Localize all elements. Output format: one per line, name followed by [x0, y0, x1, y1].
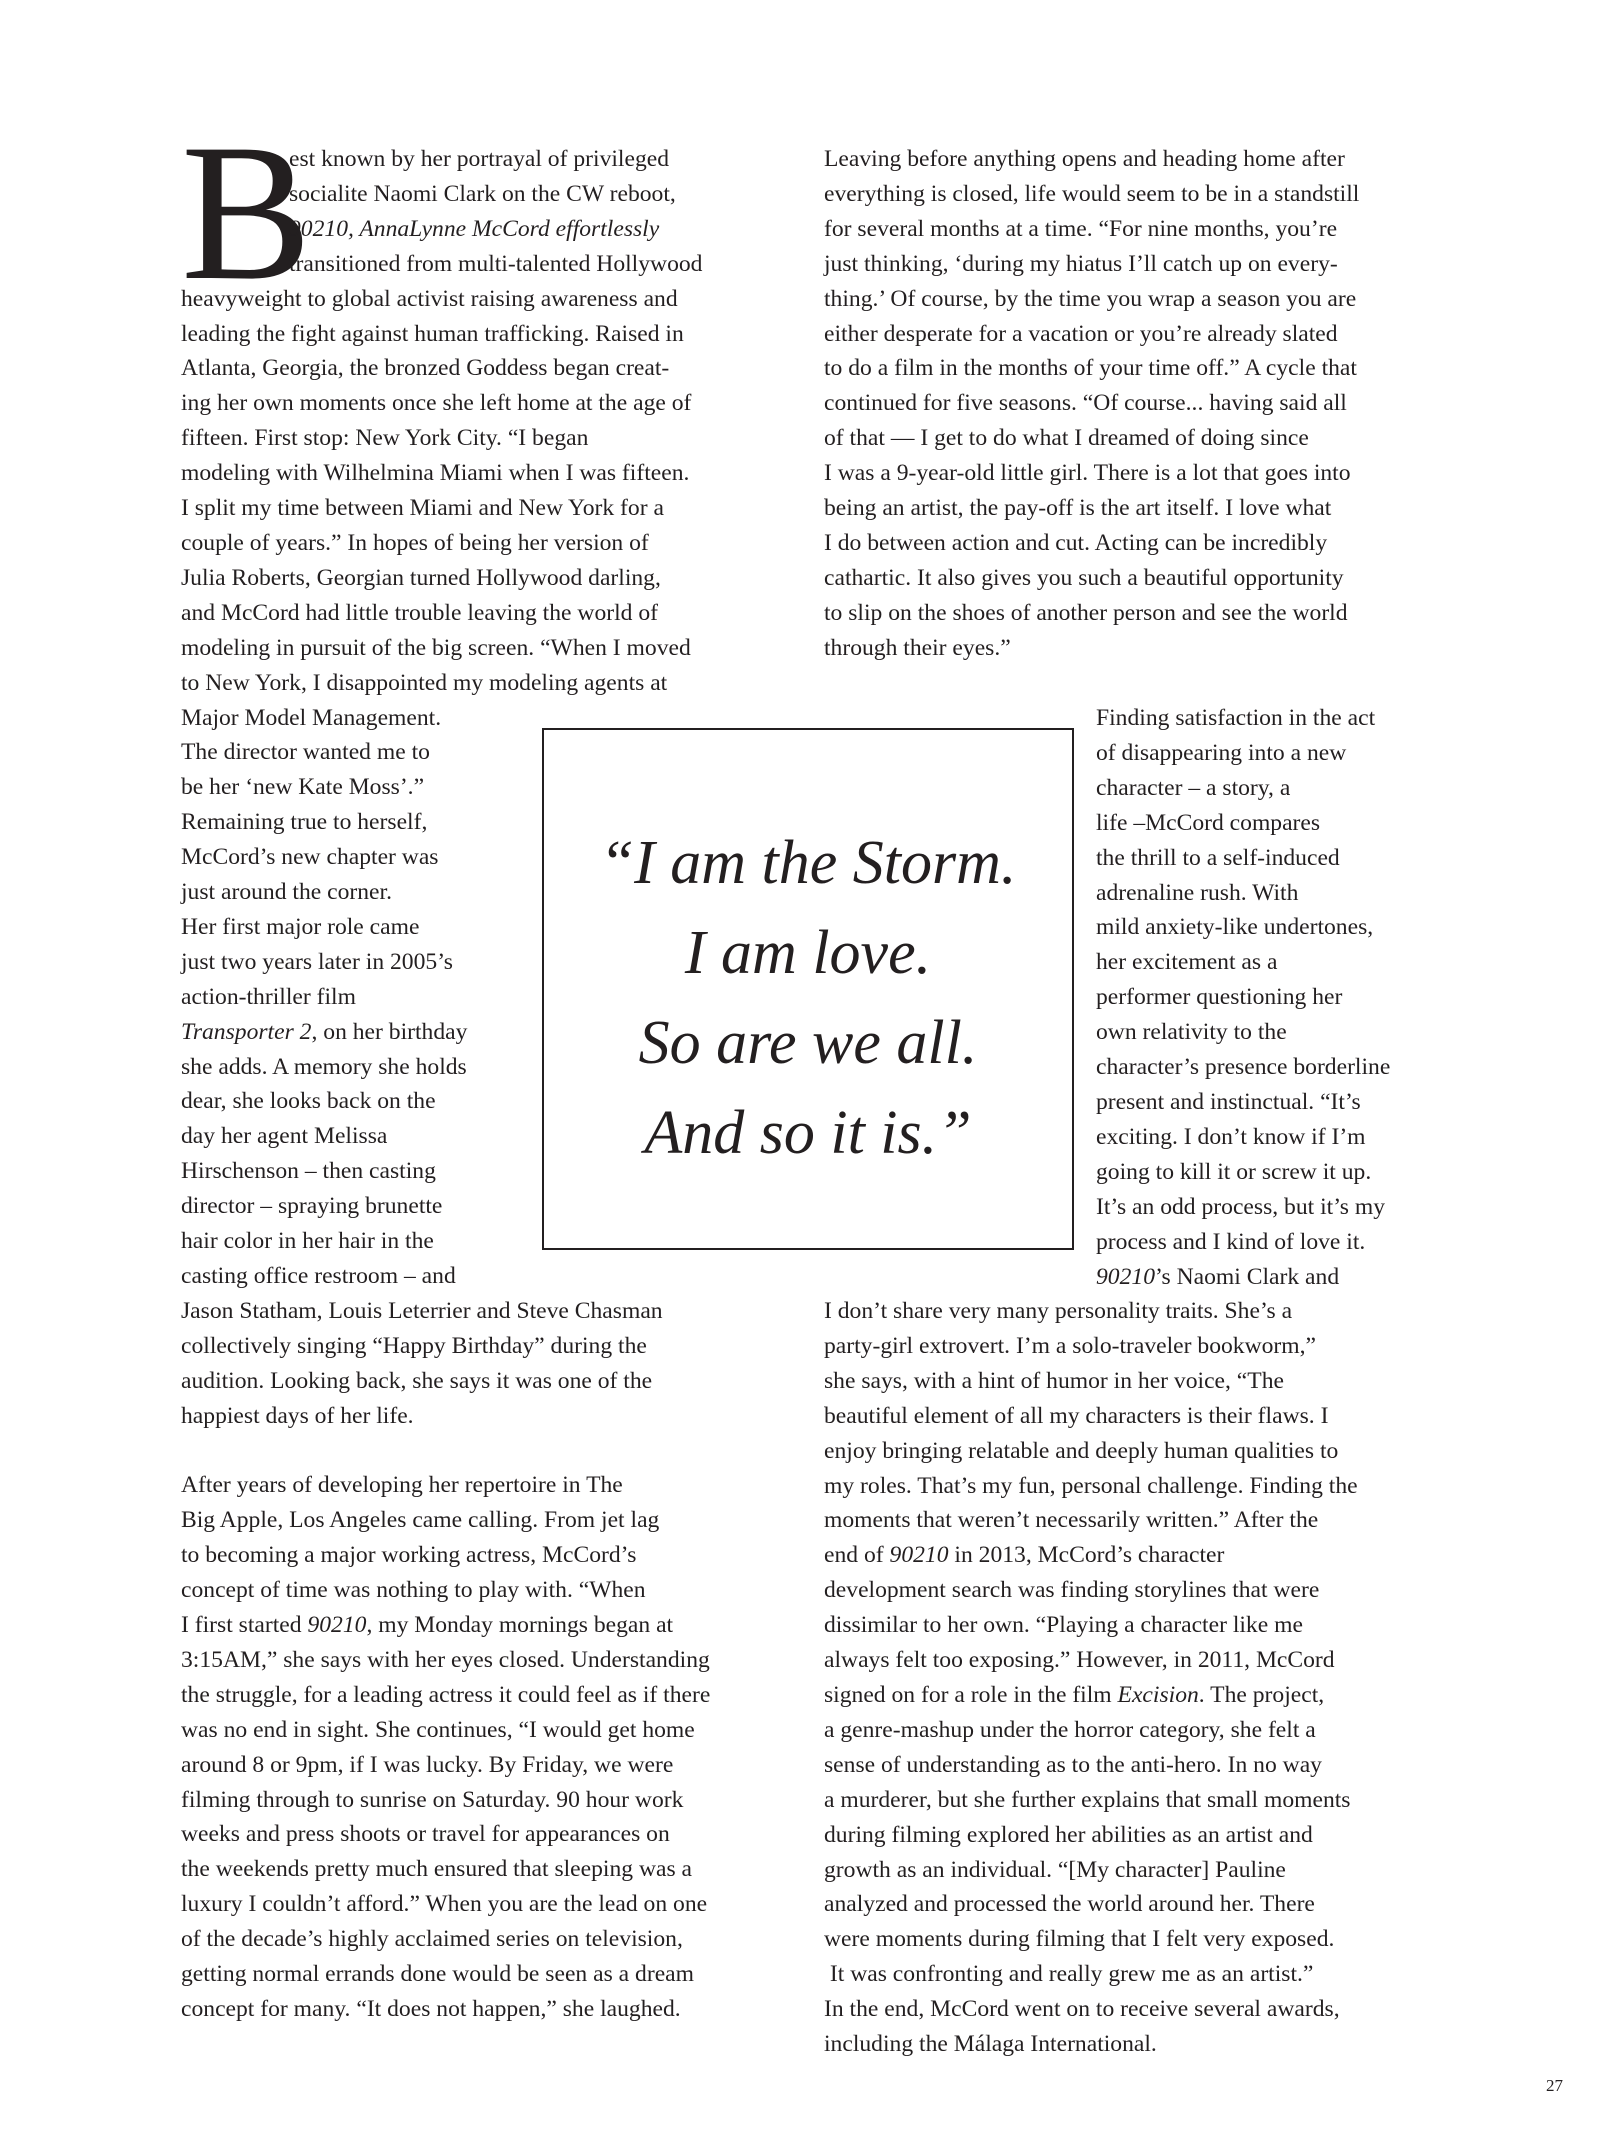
- text-line: filming through to sunrise on Saturday. 90 hour work: [181, 1786, 684, 1813]
- text-line: cathartic. It also gives you such a beautiful opportunity: [824, 564, 1344, 591]
- text-line: Hirschenson – then casting: [181, 1158, 436, 1185]
- text-line: including the Málaga International.: [824, 2031, 1157, 2058]
- pull-quote-line: So are we all.: [638, 1009, 978, 1077]
- text-line: After years of developing her repertoire in The: [181, 1472, 623, 1499]
- text-line: she says, with a hint of humor in her voice, “The: [824, 1367, 1284, 1394]
- text-line: concept of time was nothing to play with. “When: [181, 1577, 646, 1604]
- text-line: a murderer, but she further explains that small moments: [824, 1786, 1351, 1813]
- text-line: McCord’s new chapter was: [181, 844, 439, 871]
- text-line: of the decade’s highly acclaimed series on television,: [181, 1926, 683, 1953]
- text-line: It’s an odd process, but it’s my: [1096, 1193, 1385, 1220]
- text-line: to do a film in the months of your time off.” A cycle that: [824, 355, 1357, 382]
- text-line: Leaving before anything opens and heading home after: [824, 146, 1345, 172]
- text-line: the struggle, for a leading actress it could feel as if there: [181, 1681, 711, 1708]
- text-line: either desperate for a vacation or you’re already slated: [824, 320, 1338, 347]
- text-line: exciting. I don’t know if I’m: [1096, 1123, 1366, 1150]
- text-line: growth as an individual. “[My character] Pauline: [824, 1856, 1286, 1883]
- text-line: In the end, McCord went on to receive several awards,: [824, 1996, 1340, 2023]
- text-line: transitioned from multi-talented Hollywood: [289, 250, 703, 277]
- text-line: Transporter 2, on her birthday: [181, 1018, 468, 1045]
- text-line: couple of years.” In hopes of being her version of: [181, 529, 649, 556]
- text-line: concept for many. “It does not happen,” she laughed.: [181, 1996, 681, 2023]
- text-line: she adds. A memory she holds: [181, 1053, 467, 1080]
- text-line: was no end in sight. She continues, “I would get home: [181, 1716, 695, 1743]
- text-line: to becoming a major working actress, McCord’s: [181, 1542, 637, 1569]
- text-line: 90210, AnnaLynne McCord effortlessly: [289, 215, 660, 242]
- text-line: socialite Naomi Clark on the CW reboot,: [289, 180, 676, 207]
- text-line: Julia Roberts, Georgian turned Hollywood darling,: [181, 564, 661, 591]
- text-line: present and instinctual. “It’s: [1096, 1088, 1361, 1115]
- text-line: heavyweight to global activist raising awareness and: [181, 285, 678, 312]
- text-line: dissimilar to her own. “Playing a character like me: [824, 1612, 1303, 1639]
- text-line: to slip on the shoes of another person and see the world: [824, 599, 1348, 626]
- pull-quote-line: And so it is.”: [644, 1099, 972, 1167]
- text-line: performer questioning her: [1096, 984, 1343, 1011]
- text-line: hair color in her hair in the: [181, 1228, 434, 1255]
- text-line: a genre-mashup under the horror category, she felt a: [824, 1716, 1316, 1743]
- text-line: Major Model Management.: [181, 704, 442, 731]
- text-line: to New York, I disappointed my modeling agents at: [181, 669, 668, 696]
- text-line: The director wanted me to: [181, 739, 430, 766]
- text-line: Her first major role came: [181, 913, 420, 940]
- text-line: modeling with Wilhelmina Miami when I was fifteen.: [181, 460, 690, 487]
- text-line: development search was finding storylines that were: [824, 1577, 1320, 1604]
- text-line: being an artist, the pay-off is the art itself. I love what: [824, 495, 1332, 522]
- text-line: I first started 90210, my Monday mornings began at: [181, 1612, 674, 1639]
- text-line: dear, she looks back on the: [181, 1088, 436, 1115]
- text-line: be her ‘new Kate Moss’.”: [181, 774, 425, 801]
- text-line: adrenaline rush. With: [1096, 879, 1299, 906]
- text-line: Finding satisfaction in the act: [1096, 705, 1376, 731]
- right-wrap-column: [1096, 701, 1456, 1294]
- text-line: continued for five seasons. “Of course... having said all: [824, 390, 1347, 417]
- text-line: I do between action and cut. Acting can be incredibly: [824, 529, 1328, 556]
- text-line: luxury I couldn’t afford.” When you are the lead on one: [181, 1891, 708, 1918]
- text-line: Big Apple, Los Angeles came calling. From jet lag: [181, 1507, 660, 1534]
- text-line: of disappearing into a new: [1096, 739, 1347, 766]
- text-line: Atlanta, Georgia, the bronzed Goddess began creat-: [181, 355, 670, 382]
- text-line: own relativity to the: [1096, 1019, 1287, 1046]
- text-line: 90210’s Naomi Clark and: [1096, 1263, 1340, 1290]
- text-line: I was a 9-year-old little girl. There is a lot that goes into: [824, 460, 1351, 487]
- text-line: character – a story, a: [1096, 774, 1291, 801]
- text-line: everything is closed, life would seem to be in a standstill: [824, 180, 1360, 207]
- text-line: going to kill it or screw it up.: [1096, 1158, 1372, 1185]
- text-line: during filming explored her abilities as an artist and: [824, 1821, 1313, 1848]
- text-line: collectively singing “Happy Birthday” during the: [181, 1332, 647, 1359]
- text-line: character’s presence borderline: [1096, 1054, 1391, 1081]
- text-line: day her agent Melissa: [181, 1123, 388, 1150]
- text-line: life –McCord compares: [1096, 809, 1321, 836]
- text-line: action-thriller film: [181, 983, 356, 1010]
- text-line: through their eyes.”: [824, 634, 1011, 661]
- pull-quote-line: I am love.: [684, 919, 932, 987]
- text-line: analyzed and processed the world around her. There: [824, 1891, 1315, 1918]
- text-line: leading the fight against human trafficking. Raised in: [181, 320, 684, 347]
- right-column: [824, 142, 1444, 666]
- text-line: director – spraying brunette: [181, 1193, 443, 1220]
- text-line: It was confronting and really grew me as an artist.”: [824, 1961, 1314, 1988]
- text-line: ing her own moments once she left home at the age of: [181, 390, 692, 417]
- text-line: I don’t share very many personality traits. She’s a: [824, 1298, 1293, 1324]
- text-line: audition. Looking back, she says it was one of the: [181, 1367, 653, 1394]
- page-number: 27: [1546, 2076, 1563, 2095]
- text-line: around 8 or 9pm, if I was lucky. By Friday, we were: [181, 1751, 674, 1778]
- text-line: Jason Statham, Louis Leterrier and Steve Chasman: [181, 1297, 663, 1324]
- text-line: beautiful element of all my characters is their flaws. I: [824, 1402, 1329, 1429]
- text-line: end of 90210 in 2013, McCord’s character: [824, 1542, 1225, 1569]
- text-line: signed on for a role in the film Excision. The project,: [824, 1681, 1325, 1708]
- text-line: 3:15AM,” she says with her eyes closed. Understanding: [181, 1646, 710, 1673]
- text-line: just thinking, ‘during my hiatus I’ll catch up on every-: [824, 250, 1338, 277]
- text-line: sense of understanding as to the anti-hero. In no way: [824, 1751, 1322, 1778]
- text-line: I split my time between Miami and New York for a: [181, 495, 664, 522]
- text-line: thing.’ Of course, by the time you wrap a season you are: [824, 285, 1357, 312]
- drop-cap: B: [181, 104, 312, 321]
- text-line: est known by her portrayal of privileged: [289, 146, 670, 172]
- text-line: just around the corner.: [181, 879, 392, 906]
- text-line: moments that weren’t necessarily written.” After the: [824, 1507, 1319, 1534]
- right-column-bottom: [824, 1294, 1444, 2062]
- text-line: and McCord had little trouble leaving the world of: [181, 599, 659, 626]
- text-line: of that — I get to do what I dreamed of doing since: [824, 425, 1309, 452]
- text-line: always felt too exposing.” However, in 2011, McCord: [824, 1647, 1335, 1674]
- text-line: party-girl extrovert. I’m a solo-traveler bookworm,”: [824, 1332, 1317, 1359]
- text-line: getting normal errands done would be seen as a dream: [181, 1961, 694, 1988]
- text-line: enjoy bringing relatable and deeply human qualities to: [824, 1437, 1339, 1464]
- pull-quote-line: “I am the Storm.: [599, 829, 1017, 897]
- text-line: her excitement as a: [1096, 949, 1278, 976]
- text-line: process and I kind of love it.: [1096, 1228, 1366, 1255]
- text-line: mild anxiety-like undertones,: [1096, 914, 1374, 941]
- text-line: weeks and press shoots or travel for appearances on: [181, 1821, 670, 1848]
- text-line: fifteen. First stop: New York City. “I began: [181, 425, 589, 452]
- text-line: just two years later in 2005’s: [181, 948, 453, 975]
- text-line: casting office restroom – and: [181, 1263, 456, 1289]
- text-line: for several months at a time. “For nine months, you’re: [824, 215, 1338, 242]
- pull-quote-box: [542, 728, 1074, 1250]
- text-line: the thrill to a self-induced: [1096, 844, 1340, 871]
- text-line: happiest days of her life.: [181, 1402, 414, 1429]
- text-line: modeling in pursuit of the big screen. “When I moved: [181, 634, 691, 661]
- text-line: the weekends pretty much ensured that sleeping was a: [181, 1856, 693, 1883]
- text-line: Remaining true to herself,: [181, 809, 428, 836]
- text-line: were moments during filming that I felt very exposed.: [824, 1926, 1335, 1953]
- text-line: my roles. That’s my fun, personal challenge. Finding the: [824, 1472, 1358, 1499]
